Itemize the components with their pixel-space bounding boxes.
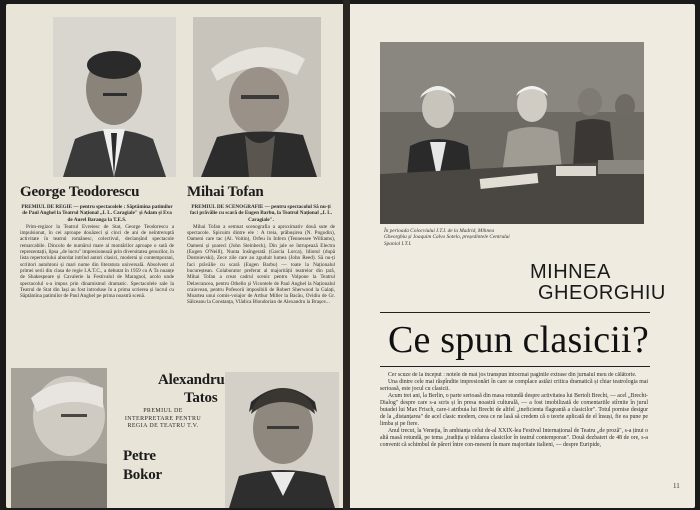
article-paragraph-2: Acum trei ani, la Berlin, o parte serioasă din masa rotundă despre activitatea lui Bertolt Brecht, — acel „Brecht-Dialog" despre care s-a scris și în presa noastră culturală, — a fost imobilizată de comentariile stîrnite în jurul butadei lui Max Frisch, care-i atribuia lui Brecht de altfel „ineficienta flagrantă a clasicilor". Totul pornise desigur de la „distanțarea" de acel clasic modern, ceea ce ne lasă să credem că o teorie aplicată de el însuși, fie ea pune pe limba și pe fiere.: [380, 393, 648, 427]
name-bokor-first: Petre: [123, 448, 156, 464]
name-teodorescu: George Teodorescu: [20, 184, 140, 200]
tofan-article: [187, 204, 335, 364]
portrait-teodorescu-image: [53, 17, 176, 177]
portrait-tofan-image: [193, 17, 321, 177]
article-paragraph-3: Anul trecut, la Veneția, în ambianța celui de-al XXIX-lea Festival Internațional de Teatru „de proză", s-a ținut o altă masă rotundă, pe tema „tradiția și trădarea clasicilor în teatrul contemporan". Două dezbateri de 48 de ore, s-a convenit că schimbul de păreri între con-meseni în mare majoritate italieni, — despre Euripide,: [380, 428, 648, 448]
portrait-teodorescu: [53, 17, 176, 177]
teodorescu-award: PREMIUL DE REGIE — pentru spectacolele : Săptămîna patimilor de Paul Anghel la Teatrul Național „I. L. Caragiale" și Adam și Eva de Aurel Baranga la T.E.S.: [21, 204, 173, 223]
name-tatos-first: Alexandru: [158, 372, 225, 388]
article-title: Ce spun clasicii?: [388, 319, 649, 361]
book-gutter: [343, 0, 350, 510]
author-first-name: MIHNEA: [530, 261, 611, 283]
photo-caption: În perioada Colocviului I.T.I. de la Madrid, Mihnea Gheorghiu și Joaquim Calvo Sotelo, președintele Centrului Spaniol I.T.I.: [384, 228, 510, 247]
teodorescu-article: [20, 204, 174, 364]
title-rule-top: [380, 312, 650, 313]
meeting-photo-image: [380, 42, 644, 224]
page-number: 11: [673, 482, 680, 490]
tatos-award: PREMIUL DE INTERPRETARE PENTRU REGIA DE TEATRU T.V.: [124, 408, 202, 429]
teodorescu-body: Prim-regizor la Teatrul Evreiesc de Stat, George Teodorescu a impulsionat, în cei aproape douăzeci și cinci de ani de neîntreruptă activitate în teatrul românesc, colectivul, declanșînd spectacole remarcabile. Dincolo de numărul mare al montărilor aproape o sută de reprezentații, lipsa „de lucru" impresionează prin diversitatea genurilor, în lista repertoriului abordat intrînd autori clasici, moderni și contemporani, scriitori autohtoni și mari nume din literatura universală. Absolvent al primei serii din clasa de regie I.A.T.C., a debutat în 1959 cu A Ta nuanțe de Shakespeare și Cavalerie la Festivalul de Maragnol, acolo unde spectacolul s-a impus prin dinamismul dramatic. Spectacolele sale la Teatrul de Stat din Iași au fost introduse în a prima scrierea și lucrul cu Săptămîna patimilor de Paul Anghel pe prima noastră scenă.: [20, 223, 174, 300]
name-bokor-last: Bokor: [123, 467, 163, 483]
meeting-photo: [380, 42, 644, 224]
author-last-name: GHEORGHIU: [538, 282, 666, 304]
article-intro: Cer scuze de la început : notele de mai jos transpun întocmai paginile extrase din jurnalul meu de călătorie.: [388, 372, 637, 378]
portrait-bokor: [225, 372, 339, 508]
portrait-tatos-image: [11, 368, 107, 508]
portrait-tatos: [11, 368, 107, 508]
title-rule-bottom: [380, 366, 650, 367]
left-page: [6, 4, 343, 508]
tofan-body: Mihai Tofan a semnat scenografia a aproximativ două sute de spectacole. Spicuim dintre ele : A treia, prăbușirea (N. Pogodin), Oameni care tac (Al. Voitin), Orfeu în Infern (Tennessee Williams), Oameni și șoareci (John Steinbeck), Din jale se întrupează Electra (Eugen O'Neill), Nunta însîngerată (García Lorca), Idiotul (după Dostoievski), Zece zile care au zguduit lumea (John Reed). Să nu-ți faci prăvălie cu scară (Eugen Barbu) — toate la Naționalul bucureștean. Colaborator preferat al majorității teatrelor din țară, Mihai Tofan a creat cadrul scenic pentru Volpone la Teatrul Delavrancea, pentru Othello și Vicontele de Paul Anghel la Naționalul craiovean, pentru Pofesorii imposibili de Robert Sherwood la Galați, Moartea unui comis-voiajor de Arthur Miller la Bacău, Ovidiu de Gr. Sălceanu la Constanța, Vlădica Blondorian de Alexandru la Brașov...: [187, 223, 335, 306]
name-tatos-last: Tatos: [184, 390, 218, 406]
name-tofan: Mihai Tofan: [187, 184, 264, 200]
article-paragraph-1: Una dintre cele mai răspîndite impresionări în care se complace astăzi critica dramatică și chiar teatrologia mai serioasă, este jocul cu clasicii.: [380, 379, 648, 392]
article-body: [380, 372, 648, 504]
portrait-bokor-image: [225, 372, 339, 508]
portrait-tofan: [193, 17, 321, 177]
tofan-award: PREMIUL DE SCENOGRAFIE — pentru spectacolul Să nu-ți faci prăvălie cu scară de Eugen Barbu, la Teatrul Național „I. L. Caragiale".: [189, 204, 333, 223]
right-page: [350, 4, 695, 508]
